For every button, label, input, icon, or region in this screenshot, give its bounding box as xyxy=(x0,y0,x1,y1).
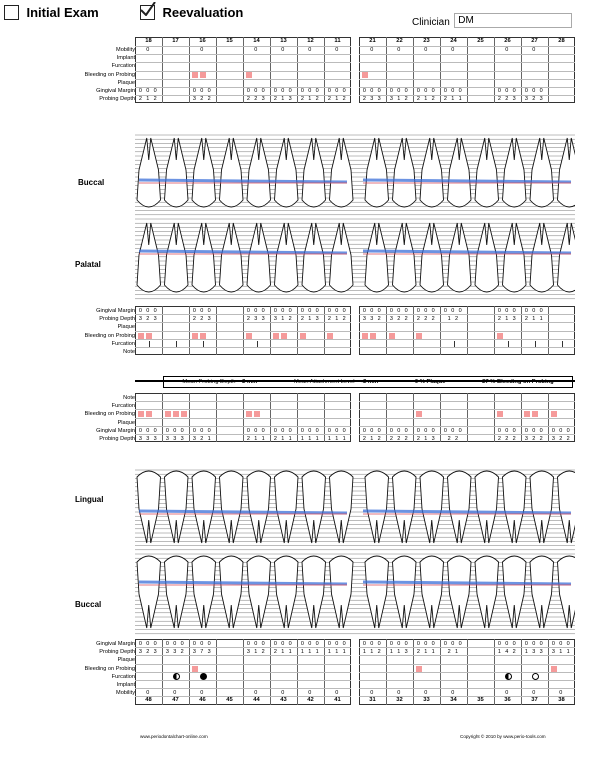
row-divider xyxy=(135,672,351,673)
row-divider xyxy=(359,331,575,332)
row-label: Probing Depth xyxy=(99,96,135,103)
tooth-number: 41 xyxy=(334,697,341,704)
cell-value: 2 1 2 xyxy=(327,96,348,103)
cell-value: 3 2 3 xyxy=(138,649,159,656)
cell-value: 2 3 3 xyxy=(246,316,267,323)
bleeding-mark xyxy=(497,411,503,417)
cell-value: 0 0 0 xyxy=(551,641,572,647)
cell-value: 0 xyxy=(173,690,178,697)
cell-value: 2 1 1 xyxy=(273,649,294,656)
cell-value: 0 0 0 xyxy=(192,427,213,434)
cell-value: 0 0 0 xyxy=(327,308,348,314)
cell-value: 0 xyxy=(200,690,205,697)
cell-value: 0 0 0 xyxy=(389,308,410,314)
cell-value: 0 0 0 xyxy=(497,427,518,434)
cell-value: 3 3 3 xyxy=(165,436,186,442)
cell-value: 0 0 0 xyxy=(443,641,464,647)
row-divider xyxy=(359,680,575,681)
cell-value: 2 1 2 xyxy=(362,436,383,442)
cell-value: 2 1 1 xyxy=(416,649,437,656)
row-label: Furcation xyxy=(111,673,135,680)
reevaluation-option[interactable] xyxy=(140,4,243,22)
row-divider xyxy=(135,71,351,72)
cell-value: 1 2 xyxy=(447,316,460,323)
row-divider xyxy=(359,409,575,410)
cell-value: 0 0 0 xyxy=(389,88,410,94)
bleeding-mark xyxy=(165,411,171,417)
row-label: Furcation xyxy=(111,340,135,347)
cell-value: 0 0 0 xyxy=(138,641,159,647)
cell-value: 0 xyxy=(397,47,402,53)
row-divider xyxy=(359,347,575,348)
bleeding-mark xyxy=(200,72,206,78)
cell-value: 2 1 1 xyxy=(246,436,267,442)
cell-value: 1 1 1 xyxy=(300,649,321,656)
cell-value: 3 2 2 xyxy=(192,96,213,103)
cell-value: 0 0 0 xyxy=(524,88,545,94)
row-divider xyxy=(359,62,575,63)
row-label: Gingival Margin xyxy=(96,427,135,434)
tooth-number: 17 xyxy=(172,38,179,44)
row-label: Gingival Margin xyxy=(96,641,135,647)
cell-value: 0 0 0 xyxy=(138,427,159,434)
row-label: Note xyxy=(123,349,135,355)
cell-value: 0 0 0 xyxy=(362,427,383,434)
bleeding-mark xyxy=(192,333,198,339)
cell-value: 0 0 0 xyxy=(416,88,437,94)
cell-value: 0 0 0 xyxy=(389,427,410,434)
cell-value: 0 0 0 xyxy=(524,427,545,434)
bleeding-mark xyxy=(300,333,306,339)
tooth-number: 35 xyxy=(477,697,484,704)
row-label: Plaque xyxy=(117,419,135,426)
cell-value: 0 0 0 xyxy=(273,308,294,314)
cell-value: 0 xyxy=(254,690,259,697)
cell-value: 0 0 0 xyxy=(246,641,267,647)
cell-value: 2 2 2 xyxy=(416,316,437,323)
cell-value: 0 0 0 xyxy=(362,641,383,647)
tooth-number: 16 xyxy=(199,38,206,44)
cell-value: 0 0 0 xyxy=(192,308,213,314)
tooth-number: 38 xyxy=(558,697,565,704)
cell-value: 0 xyxy=(146,47,151,53)
cell-value: 2 1 2 xyxy=(300,96,321,103)
cell-value: 0 0 0 xyxy=(300,641,321,647)
tooth-number: 12 xyxy=(307,38,314,44)
cell-value: 0 0 0 xyxy=(443,88,464,94)
cell-value: 0 0 0 xyxy=(273,641,294,647)
cell-value: 2 2 2 xyxy=(389,436,410,442)
cell-value: 3 1 2 xyxy=(389,96,410,103)
tooth-number: 34 xyxy=(450,697,457,704)
bleeding-mark xyxy=(246,333,252,339)
bleeding-mark xyxy=(146,411,152,417)
bleeding-mark xyxy=(146,333,152,339)
cell-value: 2 1 1 xyxy=(524,316,545,323)
cell-value: 0 xyxy=(370,690,375,697)
row-divider xyxy=(135,409,351,410)
cell-value: 2 1 3 xyxy=(273,96,294,103)
tooth-number: 31 xyxy=(369,697,376,704)
row-label: Bleeding on Probing xyxy=(84,332,135,339)
row-label: Probing Depth xyxy=(99,316,135,323)
tooth-number: 11 xyxy=(334,38,341,44)
row-label: Implant xyxy=(116,682,135,688)
bleeding-mark xyxy=(416,411,422,417)
cell-value: 0 0 0 xyxy=(524,308,545,314)
clinician-input[interactable]: DM xyxy=(454,13,572,28)
cell-value: 0 0 0 xyxy=(497,308,518,314)
furcation-mark xyxy=(508,341,509,347)
cell-value: 0 xyxy=(254,47,259,53)
furcation-mark xyxy=(454,341,455,347)
furcation-icon xyxy=(200,673,207,680)
cell-value: 0 xyxy=(281,47,286,53)
tooth-number: 45 xyxy=(226,697,233,704)
tooth-number: 48 xyxy=(145,697,152,704)
bleeding-mark xyxy=(532,411,538,417)
cell-value: 0 0 0 xyxy=(273,427,294,434)
row-label: Implant xyxy=(116,55,135,62)
cell-value: 3 2 2 xyxy=(551,436,572,442)
row-divider xyxy=(359,672,575,673)
furcation-mark xyxy=(176,341,177,347)
cell-value: 3 2 3 xyxy=(138,316,159,323)
tooth-number: 47 xyxy=(172,697,179,704)
cell-value: 2 2 3 xyxy=(192,316,213,323)
tooth-number: 18 xyxy=(145,38,152,44)
cell-value: 0 xyxy=(370,47,375,53)
cell-value: 0 0 0 xyxy=(443,427,464,434)
bleeding-mark xyxy=(273,333,279,339)
cell-value: 0 xyxy=(505,690,510,697)
tooth-number: 44 xyxy=(253,697,260,704)
bleeding-mark xyxy=(416,333,422,339)
bleeding-mark xyxy=(192,72,198,78)
bleeding-mark xyxy=(246,72,252,78)
tooth-number: 24 xyxy=(450,38,457,44)
plaque-percent: 0 % Plaque xyxy=(414,379,446,385)
cell-value: 2 2 xyxy=(447,436,460,442)
tooth-number: 33 xyxy=(423,697,430,704)
cell-value: 1 1 1 xyxy=(327,436,348,442)
mean-pd-value: 2 mm xyxy=(242,379,258,385)
cell-value: 3 1 1 xyxy=(551,649,572,656)
bleeding-mark xyxy=(192,666,198,672)
furcation-mark xyxy=(257,341,258,347)
row-label: Plaque xyxy=(117,657,135,664)
cell-value: 3 1 2 xyxy=(246,649,267,656)
tooth-number: 22 xyxy=(396,38,403,44)
bleeding-mark xyxy=(254,411,260,417)
cell-value: 3 7 3 xyxy=(192,649,213,656)
row-divider xyxy=(135,331,351,332)
row-label: Gingival Margin xyxy=(96,88,135,94)
cell-value: 0 xyxy=(281,690,286,697)
row-label: Gingival Margin xyxy=(96,308,135,314)
cell-value: 0 0 0 xyxy=(246,308,267,314)
tooth-number: 23 xyxy=(423,38,430,44)
cell-value: 2 1 3 xyxy=(416,436,437,442)
cell-value: 1 1 1 xyxy=(327,649,348,656)
bleeding-mark xyxy=(281,333,287,339)
cell-value: 1 4 2 xyxy=(497,649,518,656)
cell-value: 2 1 3 xyxy=(300,316,321,323)
mean-pd-label: Mean Probing Depth = xyxy=(182,379,241,385)
region-label-buccal-upper: Buccal xyxy=(78,178,105,187)
tooth-number: 21 xyxy=(369,38,376,44)
row-divider xyxy=(135,79,351,80)
cell-value: 3 3 3 xyxy=(138,436,159,442)
cell-value: 2 1 xyxy=(447,649,460,656)
region-label-lingual: Lingual xyxy=(75,495,104,504)
cell-value: 0 0 0 xyxy=(497,641,518,647)
cell-value: 0 0 0 xyxy=(416,427,437,434)
row-divider xyxy=(359,71,575,72)
row-label: Bleeding on Probing xyxy=(84,71,135,78)
row-divider xyxy=(359,401,575,402)
bleeding-mark xyxy=(362,333,368,339)
furcation-icon xyxy=(173,673,180,680)
cell-value: 0 0 0 xyxy=(551,427,572,434)
cell-value: 0 xyxy=(505,47,510,53)
bleeding-mark xyxy=(362,72,368,78)
furcation-icon xyxy=(505,673,512,680)
cell-value: 1 1 3 xyxy=(389,649,410,656)
cell-value: 0 0 0 xyxy=(524,641,545,647)
cell-value: 2 2 3 xyxy=(497,96,518,103)
cell-value: 1 3 3 xyxy=(524,649,545,656)
cell-value: 3 3 2 xyxy=(362,316,383,323)
cell-value: 0 0 0 xyxy=(362,308,383,314)
row-divider xyxy=(135,339,351,340)
row-divider xyxy=(135,347,351,348)
cell-value: 0 xyxy=(424,47,429,53)
mean-al-label: Mean Attachment Level = xyxy=(293,379,360,385)
cell-value: 0 0 0 xyxy=(416,308,437,314)
tooth-number: 46 xyxy=(199,697,206,704)
row-label: Plaque xyxy=(117,324,135,331)
row-label: Furcation xyxy=(111,63,135,70)
tooth-number: 37 xyxy=(531,697,538,704)
cell-value: 0 0 0 xyxy=(300,308,321,314)
cell-value: 2 1 2 xyxy=(416,96,437,103)
cell-value: 0 xyxy=(397,690,402,697)
clinician-field xyxy=(412,12,572,30)
cell-value: 0 0 0 xyxy=(443,308,464,314)
bleeding-percent: 27 % Bleeding on Probing xyxy=(482,379,554,385)
footer-right: Copyright © 2010 by www.perio-tools.com xyxy=(460,734,546,739)
cell-value: 0 xyxy=(532,47,537,53)
cell-value: 0 xyxy=(335,47,340,53)
cell-value: 1 1 1 xyxy=(300,436,321,442)
initial-exam-label: Initial Exam xyxy=(26,5,99,21)
cell-value: 0 xyxy=(424,690,429,697)
row-divider xyxy=(135,664,351,665)
row-divider xyxy=(359,339,575,340)
footer-left: www.periodontalchart-online.com xyxy=(140,734,208,739)
row-label: Mobility xyxy=(116,47,135,53)
cell-value: 2 1 2 xyxy=(138,96,159,103)
furcation-mark xyxy=(562,341,563,347)
bleeding-mark xyxy=(497,333,503,339)
cell-value: 0 xyxy=(308,47,313,53)
row-label: Plaque xyxy=(117,79,135,86)
cell-value: 0 0 0 xyxy=(246,88,267,94)
initial-exam-checkbox[interactable] xyxy=(4,5,19,20)
cell-value: 2 1 1 xyxy=(273,436,294,442)
clinician-label: Clinician xyxy=(412,17,450,28)
tooth-number: 43 xyxy=(280,697,287,704)
furcation-mark xyxy=(535,341,536,347)
bleeding-mark xyxy=(327,333,333,339)
cell-value: 0 0 0 xyxy=(389,641,410,647)
cell-value: 0 0 0 xyxy=(362,88,383,94)
tooth-number: 36 xyxy=(504,697,511,704)
cell-value: 0 0 0 xyxy=(327,427,348,434)
furcation-icon xyxy=(532,673,539,680)
row-label: Mobility xyxy=(116,690,135,697)
furcation-mark xyxy=(203,341,204,347)
row-divider xyxy=(135,401,351,402)
row-divider xyxy=(359,664,575,665)
cell-value: 1 1 2 xyxy=(362,649,383,656)
tooth-number: 25 xyxy=(477,38,484,44)
row-label: Note xyxy=(123,395,135,401)
cell-value: 3 2 2 xyxy=(389,316,410,323)
reevaluation-label: Reevaluation xyxy=(162,5,244,21)
row-label: Probing Depth xyxy=(99,436,135,442)
cell-value: 0 xyxy=(532,690,537,697)
lower-teeth-diagram xyxy=(135,465,575,635)
bleeding-mark xyxy=(524,411,530,417)
cell-value: 0 0 0 xyxy=(300,427,321,434)
cell-value: 0 0 0 xyxy=(497,88,518,94)
row-label: Bleeding on Probing xyxy=(84,665,135,672)
region-label-palatal: Palatal xyxy=(75,260,101,269)
reevaluation-checkbox[interactable] xyxy=(140,5,155,20)
row-divider xyxy=(359,79,575,80)
cell-value: 0 0 0 xyxy=(165,641,186,647)
cell-value: 0 0 0 xyxy=(192,641,213,647)
bleeding-mark xyxy=(389,333,395,339)
cell-value: 2 2 2 xyxy=(497,436,518,442)
mean-al-value: -2 mm xyxy=(361,379,379,385)
cell-value: 0 xyxy=(308,690,313,697)
cell-value: 0 xyxy=(146,690,151,697)
row-divider xyxy=(135,62,351,63)
bleeding-mark xyxy=(200,333,206,339)
summary-box xyxy=(163,376,573,388)
row-label: Furcation xyxy=(111,403,135,410)
cell-value: 0 0 0 xyxy=(246,427,267,434)
tooth-number: 32 xyxy=(396,697,403,704)
cell-value: 3 2 2 xyxy=(524,436,545,442)
bleeding-mark xyxy=(416,666,422,672)
bleeding-mark xyxy=(551,411,557,417)
cell-value: 0 0 0 xyxy=(138,88,159,94)
tooth-number: 42 xyxy=(307,697,314,704)
row-label: Probing Depth xyxy=(99,649,135,656)
cell-value: 0 0 0 xyxy=(138,308,159,314)
row-divider xyxy=(135,418,351,419)
tooth-number: 14 xyxy=(253,38,260,44)
row-divider xyxy=(135,680,351,681)
row-divider xyxy=(359,54,575,55)
initial-exam-option[interactable] xyxy=(4,4,99,22)
cell-value: 3 1 2 xyxy=(273,316,294,323)
cell-value: 0 0 0 xyxy=(327,88,348,94)
bleeding-mark xyxy=(246,411,252,417)
row-divider xyxy=(135,54,351,55)
region-label-buccal-lower: Buccal xyxy=(75,600,102,609)
upper-teeth-diagram xyxy=(135,130,575,300)
cell-value: 2 2 3 xyxy=(246,96,267,103)
cell-value: 0 0 0 xyxy=(273,88,294,94)
cell-value: 0 xyxy=(451,47,456,53)
cell-value: 2 1 2 xyxy=(327,316,348,323)
cell-value: 3 3 2 xyxy=(165,649,186,656)
cell-value: 2 3 3 xyxy=(362,96,383,103)
cell-value: 0 xyxy=(335,690,340,697)
bleeding-mark xyxy=(181,411,187,417)
checkmark-icon xyxy=(140,2,156,16)
bleeding-mark xyxy=(173,411,179,417)
cell-value: 0 0 0 xyxy=(416,641,437,647)
bleeding-mark xyxy=(138,333,144,339)
cell-value: 0 xyxy=(451,690,456,697)
cell-value: 3 2 1 xyxy=(192,436,213,442)
cell-value: 0 0 0 xyxy=(165,427,186,434)
tooth-number: 15 xyxy=(226,38,233,44)
cell-value: 0 0 0 xyxy=(192,88,213,94)
cell-value: 0 0 0 xyxy=(300,88,321,94)
cell-value: 0 xyxy=(559,690,564,697)
bleeding-mark xyxy=(551,666,557,672)
tooth-number: 28 xyxy=(558,38,565,44)
furcation-mark xyxy=(149,341,150,347)
cell-value: 3 2 3 xyxy=(524,96,545,103)
cell-value: 0 xyxy=(200,47,205,53)
bleeding-mark xyxy=(370,333,376,339)
tooth-number: 13 xyxy=(280,38,287,44)
cell-value: 0 0 0 xyxy=(327,641,348,647)
tooth-number: 26 xyxy=(504,38,511,44)
cell-value: 2 1 1 xyxy=(443,96,464,103)
row-divider xyxy=(359,418,575,419)
bleeding-mark xyxy=(138,411,144,417)
tooth-number: 27 xyxy=(531,38,538,44)
cell-value: 2 1 3 xyxy=(497,316,518,323)
row-label: Bleeding on Probing xyxy=(84,411,135,418)
